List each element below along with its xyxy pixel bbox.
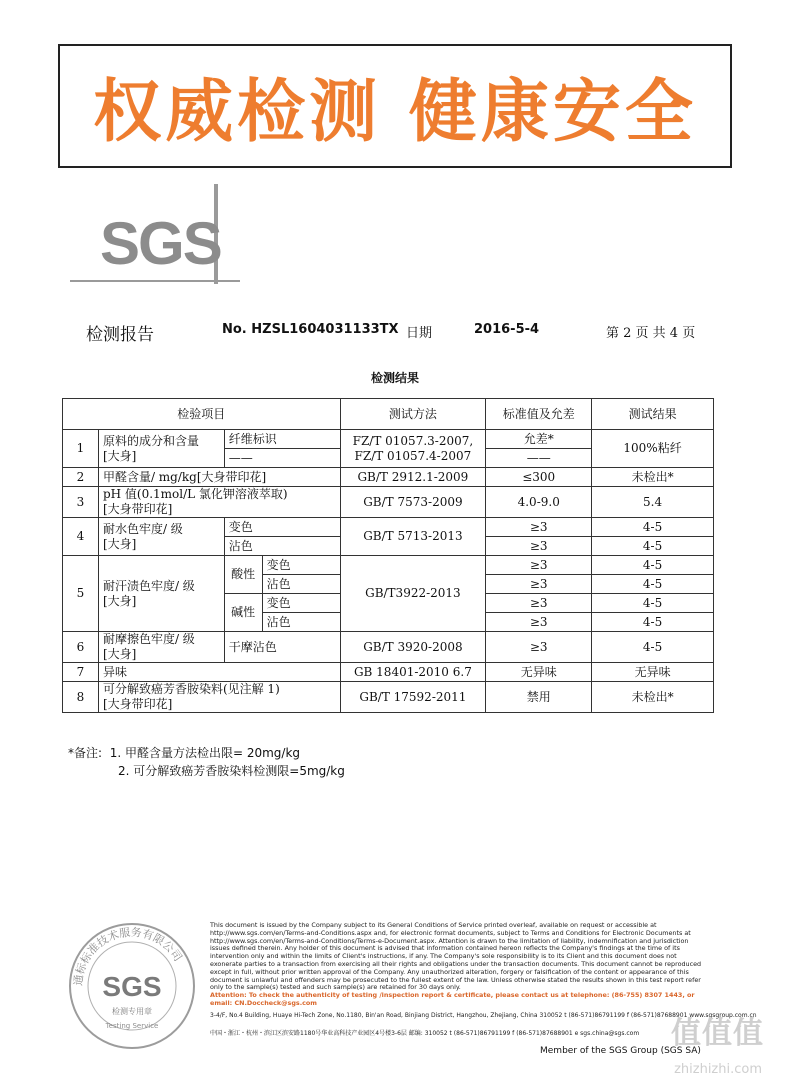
logo-horizontal-bar bbox=[70, 280, 240, 282]
row-subgroup: 碱性 bbox=[224, 594, 262, 632]
row-item: 可分解致癌芳香胺染料(见注解 1) [大身带印花] bbox=[98, 682, 340, 713]
member-line: Member of the SGS Group (SGS SA) bbox=[540, 1046, 701, 1056]
banner-text: 权威检测 健康安全 bbox=[93, 72, 697, 152]
row-subitem: 纤维标识 bbox=[224, 430, 340, 449]
row-subitem: 沾色 bbox=[224, 537, 340, 556]
row-result: 4-5 bbox=[592, 575, 714, 594]
report-title: 检测报告 bbox=[86, 325, 154, 345]
row-number: 6 bbox=[63, 632, 99, 663]
row-item: 原料的成分和含量 [大身] bbox=[98, 430, 224, 468]
header-standard: 标准值及允差 bbox=[486, 399, 592, 430]
table-row bbox=[63, 682, 714, 713]
row-subitem: 变色 bbox=[262, 594, 340, 613]
header-result: 测试结果 bbox=[592, 399, 714, 430]
row-method: GB/T 2912.1-2009 bbox=[340, 468, 486, 487]
table-row bbox=[63, 556, 714, 575]
notes bbox=[68, 744, 345, 780]
header-item: 检验项目 bbox=[63, 399, 341, 430]
row-subitem: 变色 bbox=[224, 518, 340, 537]
address-cn: 中国・浙江・杭州・滨江区滨安路1180号华业高科技产业园区4号楼3-6层 邮编: 310052 t (86-571)86791199 f (86-571)87688901 e sgs.china@sgs.com bbox=[210, 1030, 640, 1037]
row-method: GB/T 7573-2009 bbox=[340, 487, 486, 518]
row-item: 耐摩擦色牢度/ 级 [大身] bbox=[98, 632, 224, 663]
row-subitem: —— bbox=[224, 449, 340, 468]
row-item: 甲醛含量/ mg/kg[大身带印花] bbox=[98, 468, 340, 487]
row-standard: 无异味 bbox=[486, 663, 592, 682]
sgs-logo bbox=[70, 184, 240, 286]
header-method: 测试方法 bbox=[340, 399, 486, 430]
row-standard: ≤300 bbox=[486, 468, 592, 487]
row-result: 4-5 bbox=[592, 537, 714, 556]
fine-print-attention: Attention: To check the authenticity of testing /inspection report & certificate, please contact us at telephone: (86-755) 8307 1443, or email: CN.Doccheck@sgs.com bbox=[210, 991, 695, 1007]
row-number: 1 bbox=[63, 430, 99, 468]
row-number: 8 bbox=[63, 682, 99, 713]
row-result: 4-5 bbox=[592, 632, 714, 663]
row-standard: 禁用 bbox=[486, 682, 592, 713]
table-row bbox=[63, 663, 714, 682]
page-indicator: 第 2 页 共 4 页 bbox=[606, 326, 696, 341]
row-method: GB/T3922-2013 bbox=[340, 556, 486, 632]
report-date: 2016-5-4 bbox=[474, 322, 540, 337]
fine-print bbox=[210, 922, 706, 1008]
row-number: 4 bbox=[63, 518, 99, 556]
stamp-ring-text: 通标标准技术服务有限公司 bbox=[71, 925, 185, 987]
row-number: 3 bbox=[63, 487, 99, 518]
table-header-row bbox=[63, 399, 714, 430]
row-number: 7 bbox=[63, 663, 99, 682]
promo-banner bbox=[58, 44, 732, 168]
row-number: 2 bbox=[63, 468, 99, 487]
row-standard: ≥3 bbox=[486, 518, 592, 537]
row-result: 4-5 bbox=[592, 613, 714, 632]
row-item: 异味 bbox=[98, 663, 340, 682]
watermark-site: zhizhizhi.com bbox=[674, 1062, 762, 1077]
row-standard: ≥3 bbox=[486, 613, 592, 632]
row-item: 耐汗渍色牢度/ 级 [大身] bbox=[98, 556, 224, 632]
fine-print-body: This document is issued by the Company subject to its General Conditions of Service printed overleaf, available on request or accessible at http://www.sgs.com/en/Terms-and-Conditions.aspx and, for electronic format documents, subject to Terms and Conditions for Electronic Documents at http://www.sgs.com/en/Terms-and-Conditions/Terms-e-Document.aspx. Attention is drawn to the limitation of liability, indemnification and jurisdiction issues defined therein. Any holder of this document is advised that information contained hereon reflects the Company's findings at the time of its intervention only and within the limits of Client's instructions, if any. The Company's sole responsibility is to its Client and this document does not exonerate parties to a transaction from exercising all their rights and obligations under the transaction documents. This document cannot be reproduced except in full, without prior written approval of the Company. Any unauthorized alteration, forgery or falsification of the content or appearance of this document is unlawful and offenders may be prosecuted to the fullest extent of the law. Unless otherwise stated the results shown in this test report refer only to the sample(s) tested and such sample(s) are retained for 30 days only. bbox=[210, 921, 702, 992]
row-standard: ≥3 bbox=[486, 537, 592, 556]
watermark-logo: 值值值 bbox=[671, 1016, 764, 1051]
note-2: 2. 可分解致癌芳香胺染料检测限=5mg/kg bbox=[118, 764, 345, 778]
table-row bbox=[63, 468, 714, 487]
row-result: 5.4 bbox=[592, 487, 714, 518]
row-result: 100%粘纤 bbox=[592, 430, 714, 468]
note-1: 1. 甲醛含量方法检出限= 20mg/kg bbox=[109, 746, 301, 760]
row-result: 未检出* bbox=[592, 682, 714, 713]
stamp-logo: SGS bbox=[102, 971, 162, 1002]
row-standard: ≥3 bbox=[486, 556, 592, 575]
table-row bbox=[63, 632, 714, 663]
logo-text: SGS bbox=[100, 210, 221, 277]
row-result: 4-5 bbox=[592, 556, 714, 575]
row-method: GB/T 17592-2011 bbox=[340, 682, 486, 713]
section-title: 检测结果 bbox=[370, 371, 419, 385]
row-standard: —— bbox=[486, 449, 592, 468]
row-item: pH 值(0.1mol/L 氯化钾溶液萃取) [大身带印花] bbox=[98, 487, 340, 518]
row-standard: 允差* bbox=[486, 430, 592, 449]
row-standard: 4.0-9.0 bbox=[486, 487, 592, 518]
row-method: GB/T 3920-2008 bbox=[340, 632, 486, 663]
row-result: 4-5 bbox=[592, 594, 714, 613]
row-result: 未检出* bbox=[592, 468, 714, 487]
row-subitem: 沾色 bbox=[262, 575, 340, 594]
row-subitem: 沾色 bbox=[262, 613, 340, 632]
row-subitem: 变色 bbox=[262, 556, 340, 575]
address-en: 3-4/F, No.4 Building, Huaye Hi-Tech Zone, No.1180, Bin'an Road, Binjiang District, Hangzhou, Zhejiang, China 310052 t (86-571)86791199 f (86-571)87688901 www.sgsgroup.com.cn bbox=[210, 1012, 757, 1019]
row-method: FZ/T 01057.3-2007, FZ/T 01057.4-2007 bbox=[340, 430, 486, 468]
row-standard: ≥3 bbox=[486, 575, 592, 594]
table-row bbox=[63, 518, 714, 537]
report-number: No. HZSL1604031133TX bbox=[222, 322, 399, 337]
row-subitem: 干摩沾色 bbox=[224, 632, 340, 663]
row-standard: ≥3 bbox=[486, 632, 592, 663]
row-number: 5 bbox=[63, 556, 99, 632]
table-row bbox=[63, 487, 714, 518]
row-method: GB/T 5713-2013 bbox=[340, 518, 486, 556]
row-method: GB 18401-2010 6.7 bbox=[340, 663, 486, 682]
row-result: 4-5 bbox=[592, 518, 714, 537]
row-result: 无异味 bbox=[592, 663, 714, 682]
row-subgroup: 酸性 bbox=[224, 556, 262, 594]
row-item: 耐水色牢度/ 级 [大身] bbox=[98, 518, 224, 556]
date-label: 日期 bbox=[406, 326, 433, 341]
table-row bbox=[63, 430, 714, 449]
results-table bbox=[62, 398, 714, 713]
stamp-service: Testing Service bbox=[105, 1022, 159, 1030]
sgs-stamp bbox=[62, 916, 202, 1056]
stamp-label: 检测专用章 bbox=[112, 1007, 152, 1016]
notes-label: *备注: bbox=[68, 746, 103, 760]
row-standard: ≥3 bbox=[486, 594, 592, 613]
